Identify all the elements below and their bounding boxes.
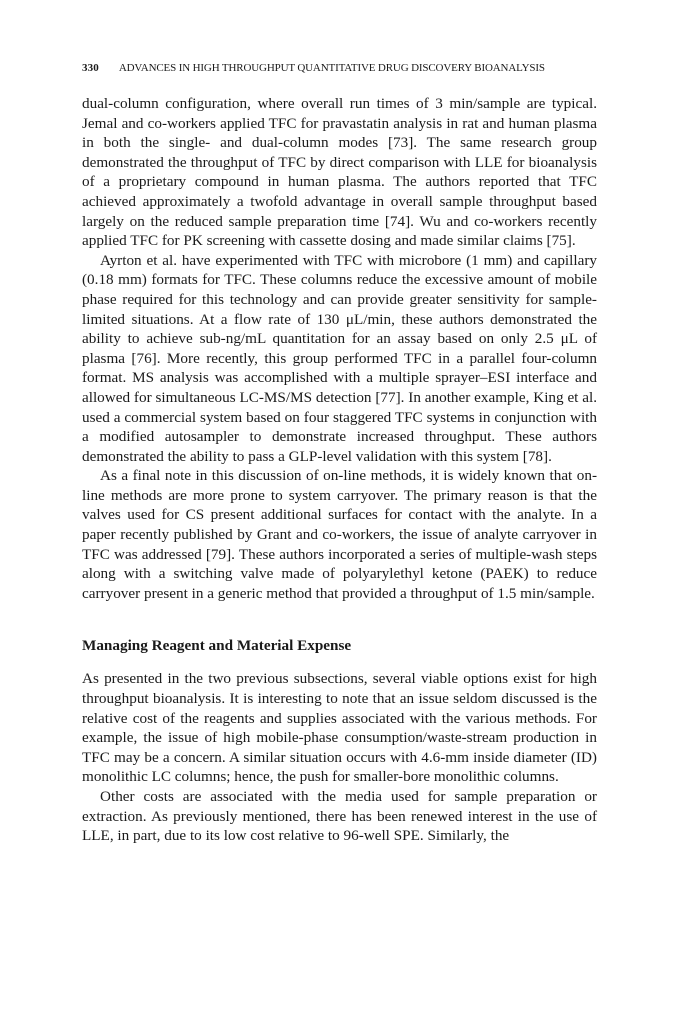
running-header [82, 62, 597, 74]
page-number: 330 [82, 62, 99, 74]
paragraph-other-costs: Other costs are associated with the media used for sample preparation or extraction. As previously mentioned, there has been renewed interest in the use of LLE, in part, due to its low cost relative to 96-well SPE. Similarly, the [82, 788, 597, 845]
paragraph-reagent-expense: As presented in the two previous subsections, several viable options exist for high throughput bioanalysis. It is interesting to note that an issue seldom discussed is the relative cost of the reagents and supplies associated with the various methods. For example, the issue of high mobile-phase consumption/waste-stream production in TFC may be a concern. A similar situation occurs with 4.6-mm inside diameter (ID) monolithic LC columns; hence, the push for smaller-bore monolithic columns. [82, 670, 597, 786]
section-heading: Managing Reagent and Material Expense [82, 637, 352, 655]
book-page [82, 62, 597, 846]
paragraph-ayrton: Ayrton et al. have experimented with TFC with microbore (1 mm) and capillary (0.18 mm) formats for TFC. These columns reduce the excessive amount of mobile phase required for this technology and can provide greater sensitivity for sample-limited situations. At a flow rate of 130 μL/min, these authors demonstrated the ability to achieve sub-ng/mL quantitation for an assay based on only 2.5 μL of plasma [76]. More recently, this group performed TFC in a parallel four-column format. MS analysis was accomplished with a multiple sprayer–ESI interface and allowed for simultaneous LC-MS/MS detection [77]. In another example, King et al. used a commercial system based on four staggered TFC systems in conjunction with a modified autosampler to demonstrate increased throughput. These authors demonstrated the ability to pass a GLP-level validation with this system [78]. [82, 251, 597, 465]
paragraph-continued: dual-column configuration, where overall run times of 3 min/sample are typical. Jemal and co-workers applied TFC for pravastatin analysis in rat and human plasma in both the single- and dual-column modes [73]. The same research group demonstrated the throughput of TFC by direct comparison with LLE for bioanalysis of a proprietary compound in human plasma. The authors reported that TFC achieved approximately a twofold advantage in overall sample throughput based largely on the reduced sample preparation time [74]. Wu and co-workers recently applied TFC for PK screening with cassette dosing and made similar claims [75]. [82, 95, 597, 250]
running-title: ADVANCES IN HIGH THROUGHPUT QUANTITATIVE DRUG DISCOVERY BIOANALYSIS [118, 62, 545, 74]
paragraph-carryover: As a final note in this discussion of on-line methods, it is widely known that on-line methods are more prone to system carryover. The primary reason is that the valves used for CS present additional surfaces for contact with the analyte. In a paper recently published by Grant and co-workers, the issue of analyte carryover in TFC was addressed [79]. These authors incorporated a series of multiple-wash steps along with a switching valve made of polyarylethyl ketone (PAEK) to reduce carryover present in a generic method that provided a throughput of 1.5 min/sample. [82, 467, 597, 602]
